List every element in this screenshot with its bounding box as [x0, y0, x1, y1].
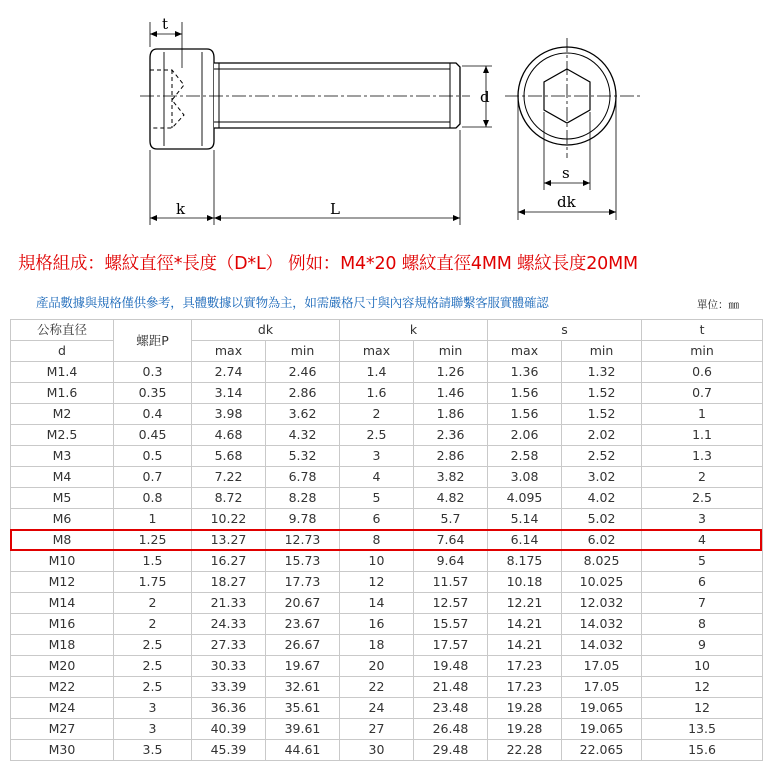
table-cell: 22	[340, 677, 414, 698]
table-cell: 6.14	[488, 530, 562, 551]
table-cell: 5.32	[266, 446, 340, 467]
unit-note: 單位：㎜	[697, 299, 739, 311]
table-cell: 18.27	[192, 572, 266, 593]
table-cell: M20	[11, 656, 114, 677]
table-cell: 4.82	[414, 488, 488, 509]
table-cell: 1.75	[114, 572, 192, 593]
table-cell: 24.33	[192, 614, 266, 635]
table-cell: 15.6	[642, 740, 763, 761]
table-cell: 4.02	[562, 488, 642, 509]
table-cell: 44.61	[266, 740, 340, 761]
table-cell: 2.5	[642, 488, 763, 509]
table-cell: 17.23	[488, 656, 562, 677]
table-cell: 6	[642, 572, 763, 593]
table-cell: 14	[340, 593, 414, 614]
table-cell: 2	[114, 593, 192, 614]
table-cell: 2.46	[266, 362, 340, 383]
table-cell: 40.39	[192, 719, 266, 740]
table-cell: 1	[642, 404, 763, 425]
table-cell: 1.56	[488, 383, 562, 404]
table-cell: 3.98	[192, 404, 266, 425]
table-cell: 4.32	[266, 425, 340, 446]
table-cell: 4.68	[192, 425, 266, 446]
table-cell: 10.025	[562, 572, 642, 593]
table-cell: 13.27	[192, 530, 266, 551]
table-cell: 1.26	[414, 362, 488, 383]
table-cell: 18	[340, 635, 414, 656]
table-cell: M2	[11, 404, 114, 425]
table-cell: M24	[11, 698, 114, 719]
table-cell: M4	[11, 467, 114, 488]
table-cell: 0.4	[114, 404, 192, 425]
header-dk: dk	[192, 320, 340, 341]
table-cell: 3	[114, 719, 192, 740]
header-pitch: 螺距P	[114, 320, 192, 362]
table-cell: 6.02	[562, 530, 642, 551]
table-cell: 13.5	[642, 719, 763, 740]
table-cell: 2.06	[488, 425, 562, 446]
table-cell: 2.86	[414, 446, 488, 467]
table-cell: 1.56	[488, 404, 562, 425]
table-cell: 3.62	[266, 404, 340, 425]
table-cell: 5.7	[414, 509, 488, 530]
table-cell: 5.68	[192, 446, 266, 467]
header-t-min: min	[642, 341, 763, 362]
table-cell: 19.67	[266, 656, 340, 677]
table-cell: 6.78	[266, 467, 340, 488]
header-k-max: max	[340, 341, 414, 362]
header-t: t	[642, 320, 763, 341]
table-cell: 14.21	[488, 614, 562, 635]
table-cell: 12.73	[266, 530, 340, 551]
table-cell: 3	[642, 509, 763, 530]
table-cell: 19.065	[562, 698, 642, 719]
table-cell: 26.48	[414, 719, 488, 740]
header-nominal-diameter: 公称直径	[11, 320, 114, 341]
table-cell: 30	[340, 740, 414, 761]
table-cell: 2.5	[114, 656, 192, 677]
header-s-min: min	[562, 341, 642, 362]
table-cell: 1.4	[340, 362, 414, 383]
table-cell: 17.23	[488, 677, 562, 698]
table-row	[11, 551, 763, 572]
table-cell: M14	[11, 593, 114, 614]
table-cell: 12	[340, 572, 414, 593]
table-cell: 12.032	[562, 593, 642, 614]
table-cell: 5	[340, 488, 414, 509]
table-cell: 7.64	[414, 530, 488, 551]
table-row	[11, 488, 763, 509]
table-cell: M1.4	[11, 362, 114, 383]
table-row	[11, 698, 763, 719]
table-cell: 2	[340, 404, 414, 425]
table-cell: 23.48	[414, 698, 488, 719]
table-cell: 23.67	[266, 614, 340, 635]
table-cell: 9	[642, 635, 763, 656]
table-cell: 2.52	[562, 446, 642, 467]
table-row	[11, 530, 763, 551]
table-cell: M10	[11, 551, 114, 572]
table-cell: 0.35	[114, 383, 192, 404]
table-cell: 26.67	[266, 635, 340, 656]
table-cell: 5.02	[562, 509, 642, 530]
table-cell: M16	[11, 614, 114, 635]
dim-label-s: s	[562, 164, 570, 182]
table-cell: 19.28	[488, 698, 562, 719]
table-row	[11, 509, 763, 530]
table-row	[11, 404, 763, 425]
table-cell: 14.032	[562, 635, 642, 656]
table-cell: 17.73	[266, 572, 340, 593]
table-cell: 9.78	[266, 509, 340, 530]
table-cell: 10.22	[192, 509, 266, 530]
table-cell: 2.58	[488, 446, 562, 467]
table-row	[11, 614, 763, 635]
table-cell: 8.28	[266, 488, 340, 509]
dim-label-dk: dk	[557, 193, 576, 211]
table-cell: 8.025	[562, 551, 642, 572]
table-cell: 20.67	[266, 593, 340, 614]
table-row	[11, 740, 763, 761]
table-cell: 3.82	[414, 467, 488, 488]
table-cell: 12	[642, 698, 763, 719]
table-cell: M3	[11, 446, 114, 467]
table-cell: 10	[642, 656, 763, 677]
table-cell: 33.39	[192, 677, 266, 698]
table-cell: 8	[340, 530, 414, 551]
table-cell: 1.1	[642, 425, 763, 446]
table-cell: 36.36	[192, 698, 266, 719]
table-cell: 20	[340, 656, 414, 677]
table-cell: 19.28	[488, 719, 562, 740]
dim-label-k: k	[176, 200, 186, 218]
table-cell: 1.32	[562, 362, 642, 383]
table-cell: 10	[340, 551, 414, 572]
table-row	[11, 446, 763, 467]
table-cell: 3	[340, 446, 414, 467]
table-cell: 3	[114, 698, 192, 719]
table-row	[11, 593, 763, 614]
table-cell: 3.02	[562, 467, 642, 488]
table-cell: 10.18	[488, 572, 562, 593]
table-cell: 0.3	[114, 362, 192, 383]
table-row	[11, 572, 763, 593]
table-cell: 1.46	[414, 383, 488, 404]
table-cell: 14.032	[562, 614, 642, 635]
spec-format-line: 規格組成：螺紋直徑*長度（D*L） 例如：M4*20 螺紋直徑4MM 螺紋長度20MM	[18, 254, 638, 274]
header-s: s	[488, 320, 642, 341]
table-cell: 0.7	[114, 467, 192, 488]
table-cell: 0.5	[114, 446, 192, 467]
table-cell: 9.64	[414, 551, 488, 572]
table-header-row-top	[11, 320, 763, 341]
table-cell: 2	[642, 467, 763, 488]
table-cell: 2.02	[562, 425, 642, 446]
table-cell: 6	[340, 509, 414, 530]
table-cell: M5	[11, 488, 114, 509]
table-cell: 4	[642, 530, 763, 551]
table-cell: 0.7	[642, 383, 763, 404]
table-cell: M22	[11, 677, 114, 698]
table-cell: 15.57	[414, 614, 488, 635]
table-cell: 0.8	[114, 488, 192, 509]
table-cell: 35.61	[266, 698, 340, 719]
table-cell: 1.6	[340, 383, 414, 404]
table-cell: M12	[11, 572, 114, 593]
table-cell: 0.45	[114, 425, 192, 446]
table-cell: 24	[340, 698, 414, 719]
table-cell: 27	[340, 719, 414, 740]
table-cell: 12.57	[414, 593, 488, 614]
table-cell: 22.28	[488, 740, 562, 761]
table-cell: 3.5	[114, 740, 192, 761]
table-row	[11, 719, 763, 740]
disclaimer-notice: 產品數據與規格僅供參考，具體數據以實物為主，如需嚴格尺寸與內容規格請聯繫客服實體確認	[36, 295, 549, 310]
table-cell: 2.36	[414, 425, 488, 446]
table-cell: 7.22	[192, 467, 266, 488]
table-cell: 5.14	[488, 509, 562, 530]
table-cell: 11.57	[414, 572, 488, 593]
table-cell: M27	[11, 719, 114, 740]
table-cell: 1.25	[114, 530, 192, 551]
table-cell: 1.52	[562, 383, 642, 404]
table-cell: 4	[340, 467, 414, 488]
table-cell: 1	[114, 509, 192, 530]
table-row	[11, 635, 763, 656]
table-cell: 17.57	[414, 635, 488, 656]
dim-label-d: d	[480, 88, 490, 106]
table-cell: 0.6	[642, 362, 763, 383]
table-cell: 30.33	[192, 656, 266, 677]
table-cell: 12	[642, 677, 763, 698]
header-s-max: max	[488, 341, 562, 362]
table-cell: M2.5	[11, 425, 114, 446]
table-cell: 3.08	[488, 467, 562, 488]
table-cell: M18	[11, 635, 114, 656]
table-row	[11, 425, 763, 446]
table-cell: M6	[11, 509, 114, 530]
screw-shank-outline	[214, 63, 460, 128]
table-cell: 16.27	[192, 551, 266, 572]
screw-technical-drawing	[0, 0, 771, 250]
header-dk-max: max	[192, 341, 266, 362]
table-cell: 5	[642, 551, 763, 572]
table-cell: M8	[11, 530, 114, 551]
table-cell: 17.05	[562, 677, 642, 698]
dim-label-L: L	[330, 200, 340, 218]
table-cell: 19.48	[414, 656, 488, 677]
header-dk-min: min	[266, 341, 340, 362]
table-cell: 2.74	[192, 362, 266, 383]
table-cell: 2.5	[340, 425, 414, 446]
table-row	[11, 467, 763, 488]
table-cell: 17.05	[562, 656, 642, 677]
table-cell: 1.86	[414, 404, 488, 425]
header-k: k	[340, 320, 488, 341]
header-d: d	[11, 341, 114, 362]
table-cell: 21.33	[192, 593, 266, 614]
table-cell: 8.175	[488, 551, 562, 572]
table-cell: 8	[642, 614, 763, 635]
table-cell: 2.86	[266, 383, 340, 404]
table-row	[11, 362, 763, 383]
table-cell: 8.72	[192, 488, 266, 509]
table-cell: 19.065	[562, 719, 642, 740]
table-cell: 7	[642, 593, 763, 614]
table-cell: 2	[114, 614, 192, 635]
table-cell: 32.61	[266, 677, 340, 698]
table-cell: 27.33	[192, 635, 266, 656]
table-cell: 22.065	[562, 740, 642, 761]
table-cell: 15.73	[266, 551, 340, 572]
table-cell: 2.5	[114, 677, 192, 698]
table-cell: 1.36	[488, 362, 562, 383]
table-cell: 16	[340, 614, 414, 635]
table-cell: 12.21	[488, 593, 562, 614]
table-cell: 21.48	[414, 677, 488, 698]
table-cell: M30	[11, 740, 114, 761]
dimension-table	[10, 319, 763, 761]
table-cell: 2.5	[114, 635, 192, 656]
table-cell: 3.14	[192, 383, 266, 404]
table-row	[11, 383, 763, 404]
dim-label-t: t	[162, 15, 169, 33]
table-cell: 1.5	[114, 551, 192, 572]
table-cell: M1.6	[11, 383, 114, 404]
table-cell: 45.39	[192, 740, 266, 761]
table-cell: 1.3	[642, 446, 763, 467]
table-cell: 4.095	[488, 488, 562, 509]
table-cell: 39.61	[266, 719, 340, 740]
table-cell: 14.21	[488, 635, 562, 656]
table-row	[11, 677, 763, 698]
table-cell: 29.48	[414, 740, 488, 761]
table-cell: 1.52	[562, 404, 642, 425]
table-row	[11, 656, 763, 677]
header-k-min: min	[414, 341, 488, 362]
